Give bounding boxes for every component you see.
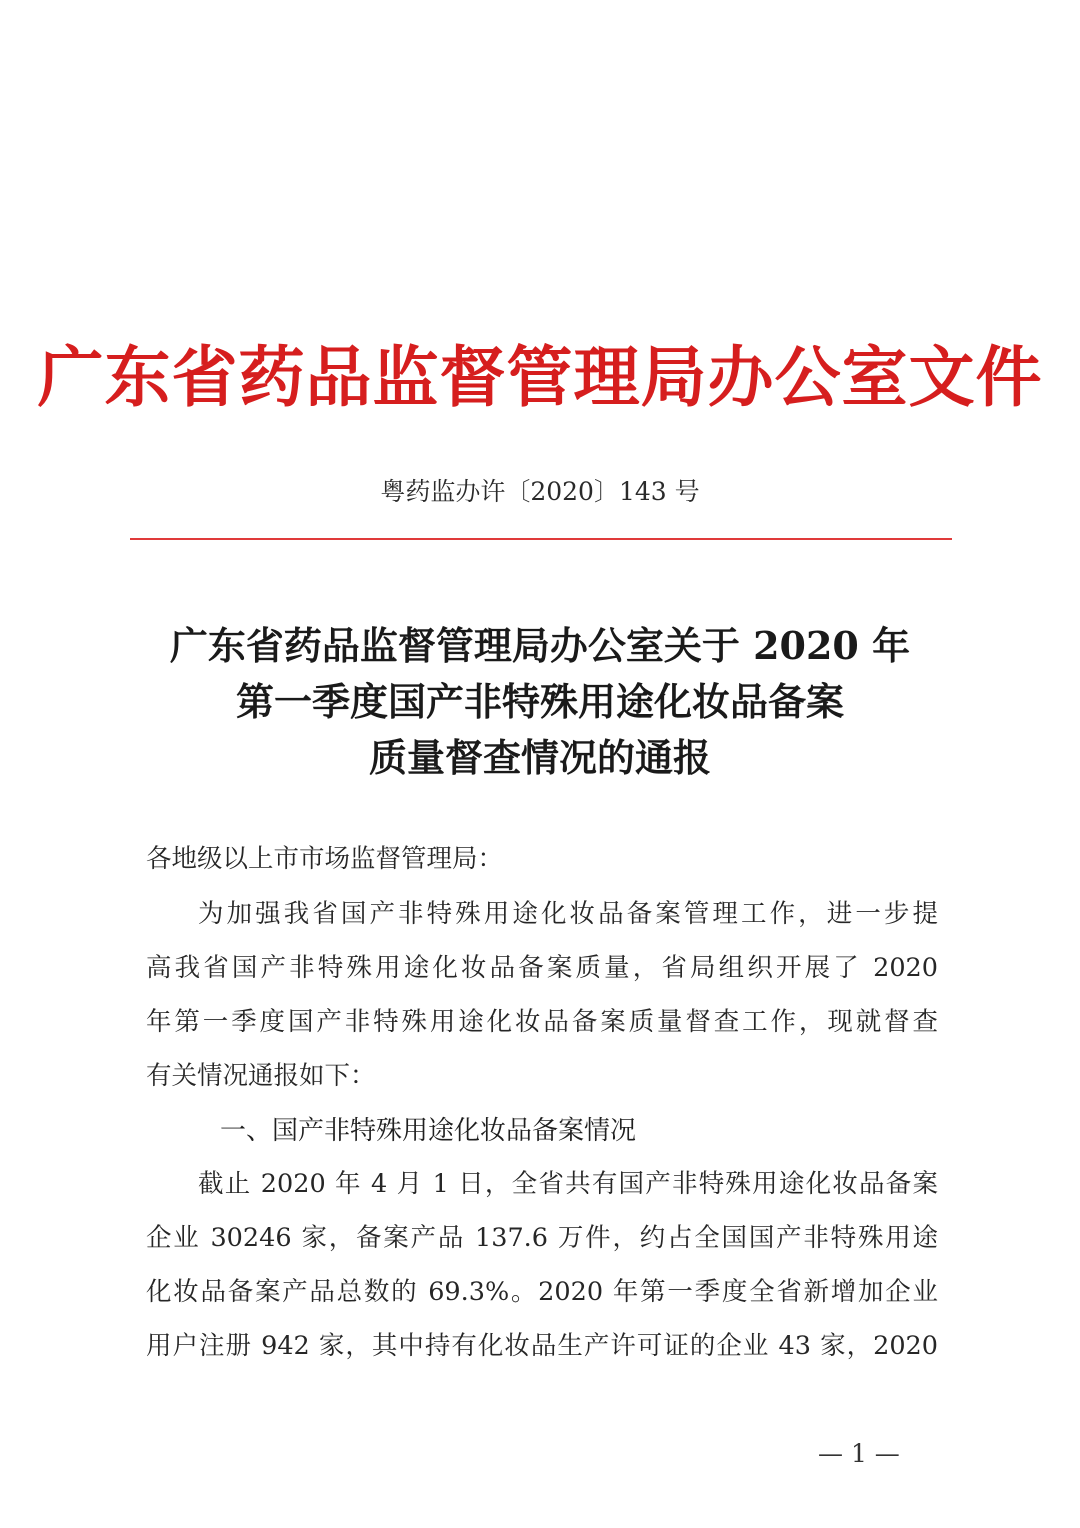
red-divider-line [130, 538, 952, 540]
document-title [0, 618, 1080, 786]
letterhead-title: 广东省药品监督管理局办公室文件 [37, 339, 1043, 416]
title-line-3: 质量督查情况的通报 [368, 735, 711, 780]
paragraph-1-line-4: 有关情况通报如下： [146, 1061, 376, 1091]
paragraph-2 [146, 1157, 938, 1373]
paragraph-2-line-4: 用户注册 942 家，其中持有化妆品生产许可证的企业 43 家，2020 [146, 1331, 938, 1361]
paragraph-1-line-1: 为加强我省国产非特殊用途化妆品备案管理工作，进一步提 [198, 899, 938, 929]
paragraph-2-line-1: 截止 2020 年 4 月 1 日，全省共有国产非特殊用途化妆品备案 [198, 1169, 938, 1199]
title-line-2: 第一季度国产非特殊用途化妆品备案 [235, 679, 844, 724]
page-number: — 1 — [818, 1439, 900, 1468]
paragraph-2-line-3: 化妆品备案产品总数的 69.3%。2020 年第一季度全省新增加企业 [146, 1277, 938, 1307]
salutation [146, 832, 938, 886]
document-number: 粤药监办许〔2020〕143 号 [380, 477, 700, 506]
title-line-1: 广东省药品监督管理局办公室关于 2020 年 [169, 623, 911, 668]
paragraph-1-line-3: 年第一季度国产非特殊用途化妆品备案质量督查工作，现就督查 [146, 1007, 938, 1037]
paragraph-1 [146, 887, 938, 1103]
section-1-heading: 一、国产非特殊用途化妆品备案情况 [220, 1116, 637, 1146]
paragraph-1-line-2: 高我省国产非特殊用途化妆品备案质量，省局组织开展了 2020 [146, 953, 938, 983]
salutation-text: 各地级以上市市场监督管理局： [146, 844, 504, 874]
paragraph-2-line-2: 企业 30246 家，备案产品 137.6 万件，约占全国国产非特殊用途 [146, 1223, 938, 1253]
